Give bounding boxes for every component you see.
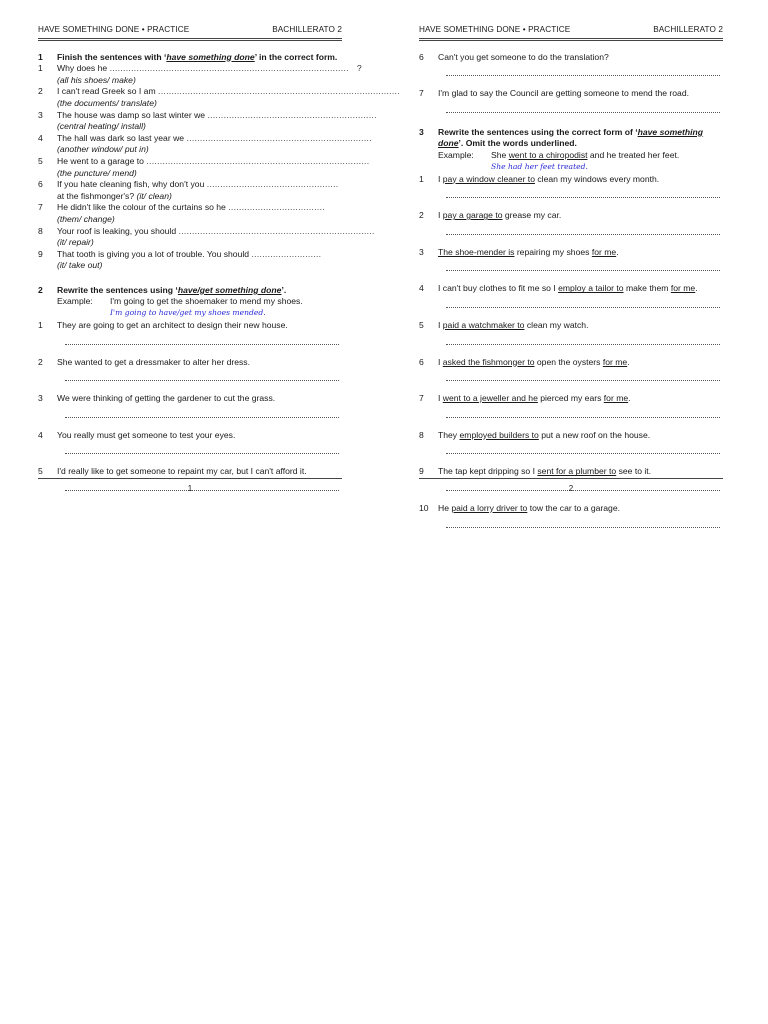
- exercise-item: [419, 210, 723, 222]
- header-level: BACHILLERATO 2: [653, 25, 723, 34]
- item-text: We were thinking of getting the gardener to cut the grass.: [57, 393, 276, 404]
- item-text: I: [438, 319, 443, 330]
- item-hint: (it/ repair): [57, 237, 94, 248]
- exercise-item: [419, 466, 723, 478]
- heading-text: ’. Omit the words underlined.: [458, 138, 577, 149]
- item-number: 6: [419, 51, 424, 62]
- item-number: 3: [38, 109, 43, 120]
- item-text: You really must get someone to test your eyes.: [57, 429, 236, 440]
- exercise-item: [419, 88, 723, 100]
- item-text: Can't you get someone to do the translation?: [438, 51, 609, 62]
- item-text: repairing my shoes: [514, 246, 592, 257]
- exercise-item: [38, 357, 342, 369]
- underlined-text: asked the fishmonger to: [442, 356, 535, 367]
- answer-line[interactable]: [446, 515, 720, 528]
- item-text: see to it.: [616, 466, 652, 477]
- example-text: I'm going to get the shoemaker to mend my shoes.: [110, 296, 303, 307]
- item-text: grease my car.: [502, 210, 562, 221]
- heading-text: Rewrite the sentences using ‘: [57, 284, 178, 295]
- item-text: at the fishmonger's?: [57, 190, 135, 201]
- item-hint-row: [38, 121, 342, 133]
- item-hint-row: [38, 144, 342, 156]
- example-answer: She had her feet treated.: [491, 161, 588, 171]
- item-text: I: [438, 393, 443, 404]
- page-footer: [419, 478, 723, 495]
- heading-text: ’ in the correct form.: [254, 51, 338, 62]
- item-text: The hall was dark so last year we: [57, 132, 185, 143]
- item-text: make them: [623, 283, 671, 294]
- item-hint-row: [38, 260, 342, 272]
- example-row: [38, 296, 342, 308]
- header-rule: [419, 40, 723, 41]
- item-hint: (all his shoes/ make): [57, 74, 136, 85]
- page-number: 2: [568, 484, 574, 493]
- item-number: 9: [38, 248, 43, 259]
- item-number: 5: [38, 155, 43, 166]
- exercise-1-heading: [38, 52, 342, 64]
- example-label: Example:: [438, 149, 474, 160]
- exercise-2-list: [38, 320, 342, 491]
- item-hint: (the documents/ translate): [57, 97, 157, 108]
- underlined-text: for me: [602, 356, 628, 367]
- page-header: [38, 24, 342, 38]
- item-text: He didn't like the colour of the curtains so he: [57, 202, 226, 213]
- item-number: 10: [419, 502, 429, 513]
- exercise-number: 2: [38, 284, 43, 295]
- item-text: The tap kept dripping so I: [438, 466, 538, 477]
- answer-line[interactable]: [446, 332, 720, 345]
- header-rule: [38, 38, 342, 39]
- underlined-text: paid a lorry driver to: [451, 502, 528, 513]
- answer-line[interactable]: [65, 405, 339, 418]
- answer-blank[interactable]: ...................................................................................: [146, 155, 370, 166]
- exercise-item: [38, 179, 342, 191]
- item-text: I: [438, 173, 443, 184]
- answer-blank[interactable]: .........................................................................: [178, 225, 375, 236]
- worksheet-page-1: [38, 24, 400, 491]
- item-number: 2: [419, 210, 424, 221]
- item-hint: (it/ take out): [57, 260, 103, 271]
- item-text: put a new roof on the house.: [538, 429, 651, 440]
- item-number: 9: [419, 466, 424, 477]
- item-hint: (them/ change): [57, 213, 115, 224]
- example-label: Example:: [57, 296, 93, 307]
- exercise-number: 3: [419, 126, 424, 137]
- answer-blank[interactable]: ....................................: [228, 202, 325, 213]
- underlined-text: sent for a plumber to: [537, 466, 617, 477]
- item-number: 7: [38, 202, 43, 213]
- item-number: 6: [38, 179, 43, 190]
- item-text: .: [628, 393, 631, 404]
- answer-line[interactable]: [446, 405, 720, 418]
- item-text: If you hate cleaning fish, why don't you: [57, 179, 205, 190]
- exercise-item: [419, 283, 723, 295]
- answer-line[interactable]: [446, 368, 720, 381]
- item-number: 8: [419, 429, 424, 440]
- item-text: I can't buy clothes to fit me so I: [438, 283, 559, 294]
- underlined-text: paid a watchmaker to: [442, 319, 525, 330]
- exercise-3-list: [419, 174, 723, 528]
- answer-line[interactable]: [446, 100, 720, 113]
- answer-line[interactable]: [446, 222, 720, 235]
- item-continuation-row: [38, 191, 342, 203]
- exercise-item: [419, 320, 723, 332]
- underlined-text: pay a garage to: [442, 210, 503, 221]
- item-number: 4: [419, 283, 424, 294]
- worksheet-page-2: [419, 24, 723, 528]
- item-number: 4: [38, 132, 43, 143]
- item-text: I: [438, 356, 443, 367]
- item-hint: (it/ clean): [136, 190, 172, 201]
- item-hint: (another window/ put in): [57, 144, 149, 155]
- answer-line[interactable]: [446, 441, 720, 454]
- exercise-item: [38, 393, 342, 405]
- item-text: pierced my ears: [537, 393, 604, 404]
- answer-line[interactable]: [65, 368, 339, 381]
- exercise-item: [38, 430, 342, 442]
- answer-blank[interactable]: ...............................................................: [207, 109, 377, 120]
- underlined-text: for me: [670, 283, 696, 294]
- exercise-item: [419, 357, 723, 369]
- example-row: [419, 150, 723, 162]
- item-text: They: [438, 429, 460, 440]
- item-hint-row: [38, 98, 342, 110]
- item-text: clean my watch.: [524, 319, 589, 330]
- exercise-item: [38, 202, 342, 214]
- exercise-item: [38, 63, 362, 75]
- exercise-item: [38, 109, 377, 122]
- item-number: 6: [419, 356, 424, 367]
- exercise-2-continued-list: [419, 52, 723, 113]
- header-level: BACHILLERATO 2: [272, 25, 342, 34]
- exercise-item: [38, 155, 370, 168]
- header-title: HAVE SOMETHING DONE • PRACTICE: [419, 25, 571, 34]
- item-text: He: [438, 502, 452, 513]
- heading-text: Finish the sentences with ‘: [57, 51, 167, 62]
- item-text: He went to a garage to: [57, 155, 144, 166]
- heading-text: ’.: [281, 284, 287, 295]
- item-text: She wanted to get a dressmaker to alter her dress.: [57, 356, 250, 367]
- heading-emphasis: have something done: [438, 126, 704, 149]
- item-text: Your roof is leaking, you should: [57, 225, 177, 236]
- page-number: 1: [187, 484, 193, 493]
- item-text: I'm glad to say the Council are getting someone to mend the road.: [438, 88, 690, 99]
- item-text: .: [616, 246, 619, 257]
- item-text: I can't read Greek so I am: [57, 86, 156, 97]
- underlined-text: employed builders to: [459, 429, 539, 440]
- exercise-item: [419, 174, 723, 186]
- example-answer: I'm going to have/get my shoes mended.: [110, 308, 266, 318]
- item-number: 7: [419, 393, 424, 404]
- item-hint-row: [38, 237, 342, 249]
- item-hint: (the puncture/ mend): [57, 167, 137, 178]
- item-number: 4: [38, 429, 43, 440]
- item-hint-row: [38, 75, 342, 87]
- item-text: tow the car to a garage.: [527, 502, 621, 513]
- item-number: 1: [419, 173, 424, 184]
- item-text: They are going to get an architect to design their new house.: [57, 320, 288, 331]
- item-number: 3: [419, 246, 424, 257]
- heading-emphasis: have something done: [166, 51, 255, 62]
- exercise-item: [419, 430, 723, 442]
- exercise-item: [419, 503, 723, 515]
- exercise-item: [419, 393, 723, 405]
- example-underlined: went to a chiropodist: [508, 149, 588, 160]
- answer-blank[interactable]: ..........................: [251, 248, 322, 259]
- header-title: HAVE SOMETHING DONE • PRACTICE: [38, 25, 190, 34]
- exercise-item: [38, 249, 342, 261]
- item-hint-row: [38, 214, 342, 226]
- example-text: and he treated her feet.: [587, 149, 680, 160]
- item-number: 8: [38, 225, 43, 236]
- item-hint: (central heating/ install): [57, 121, 146, 132]
- item-number: 5: [419, 319, 424, 330]
- item-number: 2: [38, 356, 43, 367]
- item-number: 1: [38, 63, 43, 74]
- item-text: clean my windows every month.: [534, 173, 660, 184]
- exercise-item: [38, 225, 375, 238]
- exercise-item: [419, 52, 723, 64]
- exercise-3-heading: [419, 127, 723, 150]
- exercise-1-list: [38, 63, 400, 272]
- exercise-item: [419, 247, 723, 259]
- answer-blank[interactable]: ..........................................................................................: [158, 86, 400, 97]
- exercise-item: [38, 86, 400, 98]
- underlined-text: went to a jeweller and he: [442, 393, 538, 404]
- item-text: .: [627, 356, 630, 367]
- underlined-text: employ a tailor to: [558, 283, 624, 294]
- item-text: Why does he: [57, 63, 108, 74]
- item-text: .: [695, 283, 698, 294]
- exercise-item: [38, 466, 342, 478]
- heading-emphasis: have/get something done: [177, 284, 282, 295]
- answer-blank[interactable]: .....................................................................: [186, 132, 372, 143]
- page-footer: [38, 478, 342, 495]
- item-number: 5: [38, 466, 43, 477]
- item-text: I'd really like to get someone to repaint my car, but I can't afford it.: [57, 466, 307, 477]
- answer-line[interactable]: [446, 258, 720, 271]
- answer-line[interactable]: [446, 63, 720, 76]
- underlined-text: The shoe-mender is: [438, 246, 515, 257]
- header-rule: [38, 40, 342, 41]
- answer-line[interactable]: [446, 185, 720, 198]
- underlined-text: for me: [591, 246, 617, 257]
- item-number: 7: [419, 88, 424, 99]
- answer-blank[interactable]: ......................................................................................... ?: [109, 63, 362, 74]
- item-number: 2: [38, 86, 43, 97]
- answer-line[interactable]: [446, 295, 720, 308]
- item-text: I: [438, 210, 443, 221]
- exercise-number: 1: [38, 51, 43, 62]
- header-rule: [419, 38, 723, 39]
- exercise-item: [38, 132, 372, 145]
- example-text: She: [491, 149, 509, 160]
- page-header: [419, 24, 723, 38]
- exercise-item: [38, 320, 342, 332]
- item-text: open the oysters: [534, 356, 603, 367]
- heading-text: Rewrite the sentences using the correct form of ‘: [438, 126, 638, 137]
- item-text: That tooth is giving you a lot of trouble. You should: [57, 248, 250, 259]
- answer-line[interactable]: [65, 441, 339, 454]
- underlined-text: for me: [603, 393, 629, 404]
- underlined-text: pay a window cleaner to: [442, 173, 535, 184]
- item-number: 3: [38, 393, 43, 404]
- item-text: The house was damp so last winter we: [57, 109, 206, 120]
- item-hint-row: [38, 168, 342, 180]
- answer-blank[interactable]: .................................................: [206, 179, 339, 190]
- answer-line[interactable]: [65, 332, 339, 345]
- item-number: 1: [38, 320, 43, 331]
- exercise-2-heading: [38, 285, 342, 297]
